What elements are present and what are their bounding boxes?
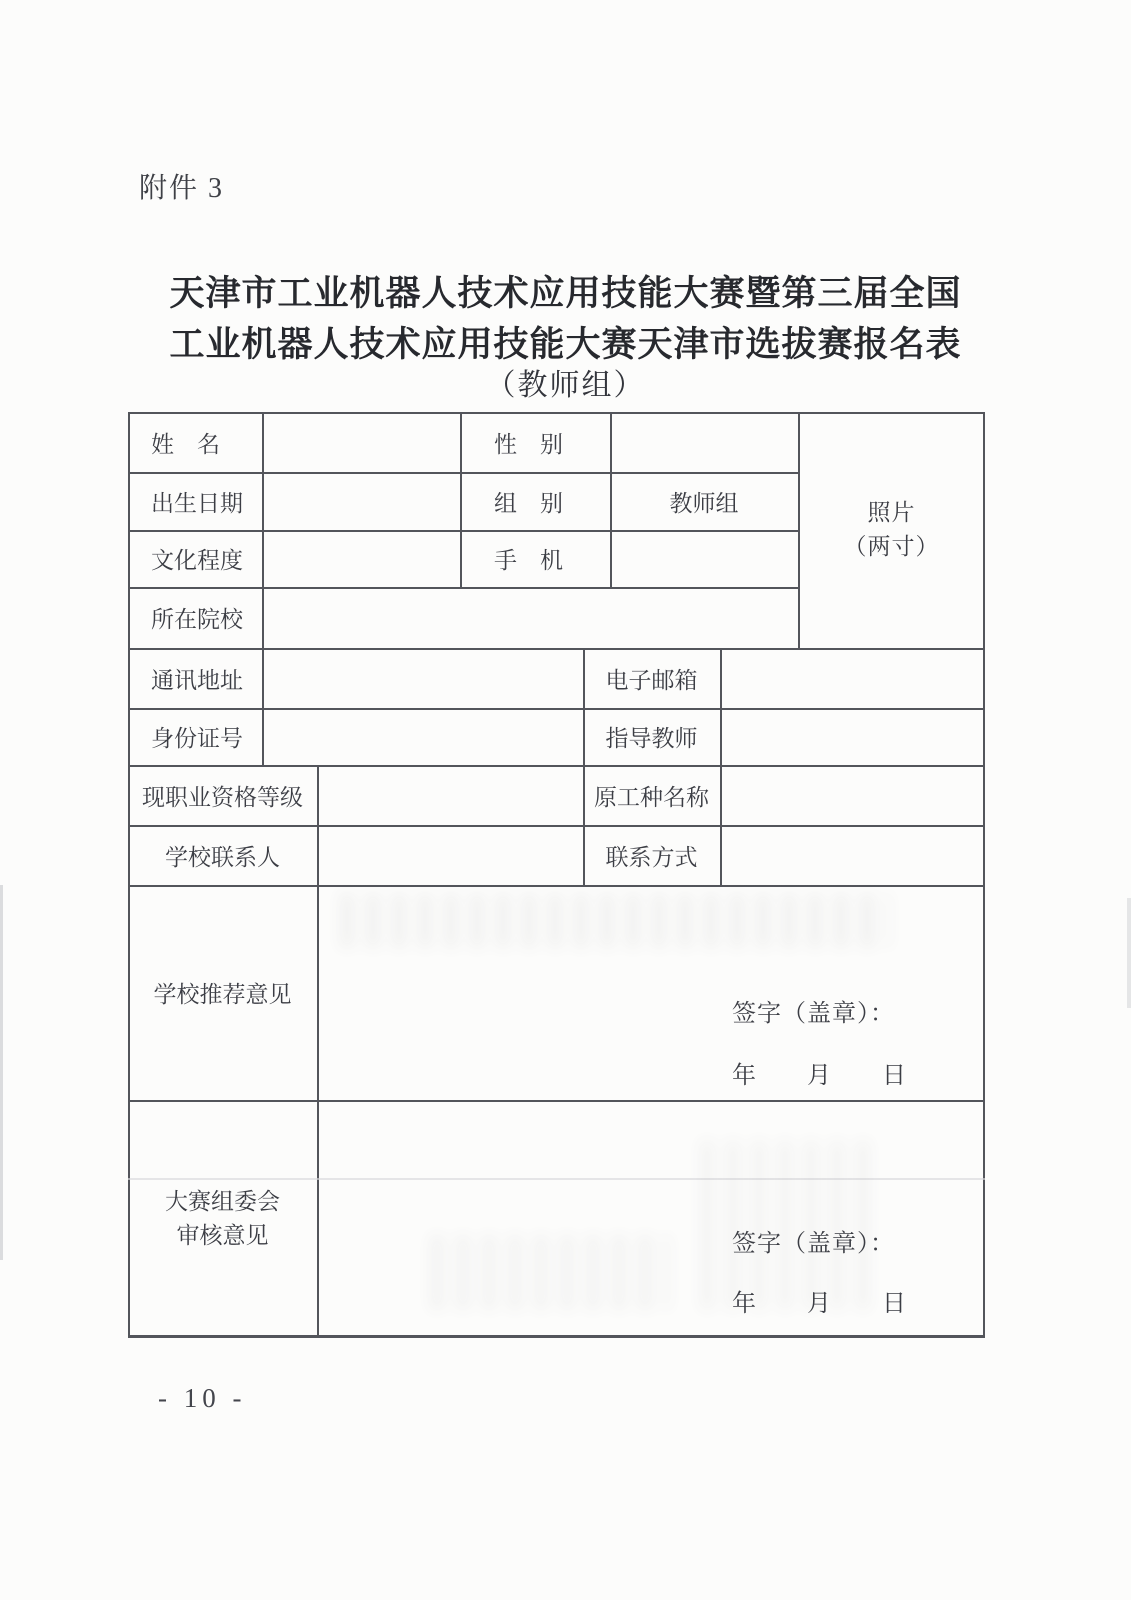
mobile-label: 手 机 — [494, 548, 563, 573]
group-subtitle: （教师组） — [485, 369, 646, 402]
committee-review-label — [128, 1100, 317, 1338]
form-title-line-1: 天津市工业机器人技术应用技能大赛暨第三届全国 — [169, 274, 962, 313]
mobile-value-cell — [610, 530, 798, 587]
qualification-label: 现职业资格等级 — [142, 784, 303, 810]
photo-label-line2: （两寸） — [843, 534, 940, 559]
qualification-value-cell — [317, 765, 583, 825]
contact-method-label: 联系方式 — [605, 844, 698, 870]
advisor-label: 指导教师 — [605, 726, 698, 751]
scan-bleed-artifact — [430, 1235, 670, 1310]
email-label: 电子邮箱 — [605, 667, 698, 693]
former-trade-label: 原工种名称 — [594, 784, 709, 810]
scan-edge-artifact — [1127, 898, 1131, 1008]
scan-edge-artifact — [0, 885, 3, 1260]
address-label: 通讯地址 — [151, 667, 243, 693]
gender-label: 性 别 — [494, 431, 563, 457]
committee-review-label-line2: 审核意见 — [176, 1223, 269, 1248]
education-value-cell — [262, 530, 460, 587]
email-value-cell — [720, 648, 985, 708]
birth-date-label: 出生日期 — [151, 490, 243, 516]
former-trade-value-cell — [720, 765, 985, 825]
id-number-value-cell — [262, 708, 583, 765]
gender-value-cell — [610, 412, 798, 472]
photo-label-line1: 照片 — [867, 500, 916, 525]
page-number: - 10 - — [158, 1383, 247, 1413]
group-value: 教师组 — [669, 490, 739, 516]
school-contact-value-cell — [317, 825, 583, 885]
school-label: 所在院校 — [151, 607, 243, 632]
name-value-cell — [262, 412, 460, 472]
group-label: 组 别 — [494, 490, 563, 516]
education-label: 文化程度 — [151, 548, 243, 573]
scan-bleed-artifact — [340, 893, 890, 948]
recommendation-date-label: 年 月 日 — [732, 1063, 907, 1089]
committee-signature-label: 签字（盖章）： — [732, 1231, 895, 1257]
birth-date-value-cell — [262, 472, 460, 530]
attachment-label: 附件 3 — [139, 173, 225, 204]
school-contact-label: 学校联系人 — [165, 844, 280, 870]
school-recommendation-label: 学校推荐意见 — [153, 982, 292, 1007]
photo-cell — [798, 412, 985, 648]
recommendation-signature-label: 签字（盖章）： — [732, 1001, 895, 1027]
id-number-label: 身份证号 — [151, 726, 243, 751]
form-title-line-2: 工业机器人技术应用技能大赛天津市选拔赛报名表 — [169, 325, 962, 364]
name-label: 姓 名 — [151, 431, 220, 457]
committee-review-label-line1: 大赛组委会 — [165, 1189, 280, 1214]
address-value-cell — [262, 648, 583, 708]
school-value-cell — [262, 587, 798, 648]
scan-bleed-artifact — [700, 1140, 880, 1310]
advisor-value-cell — [720, 708, 985, 765]
committee-date-label: 年 月 日 — [732, 1291, 907, 1317]
contact-method-value-cell — [720, 825, 985, 885]
